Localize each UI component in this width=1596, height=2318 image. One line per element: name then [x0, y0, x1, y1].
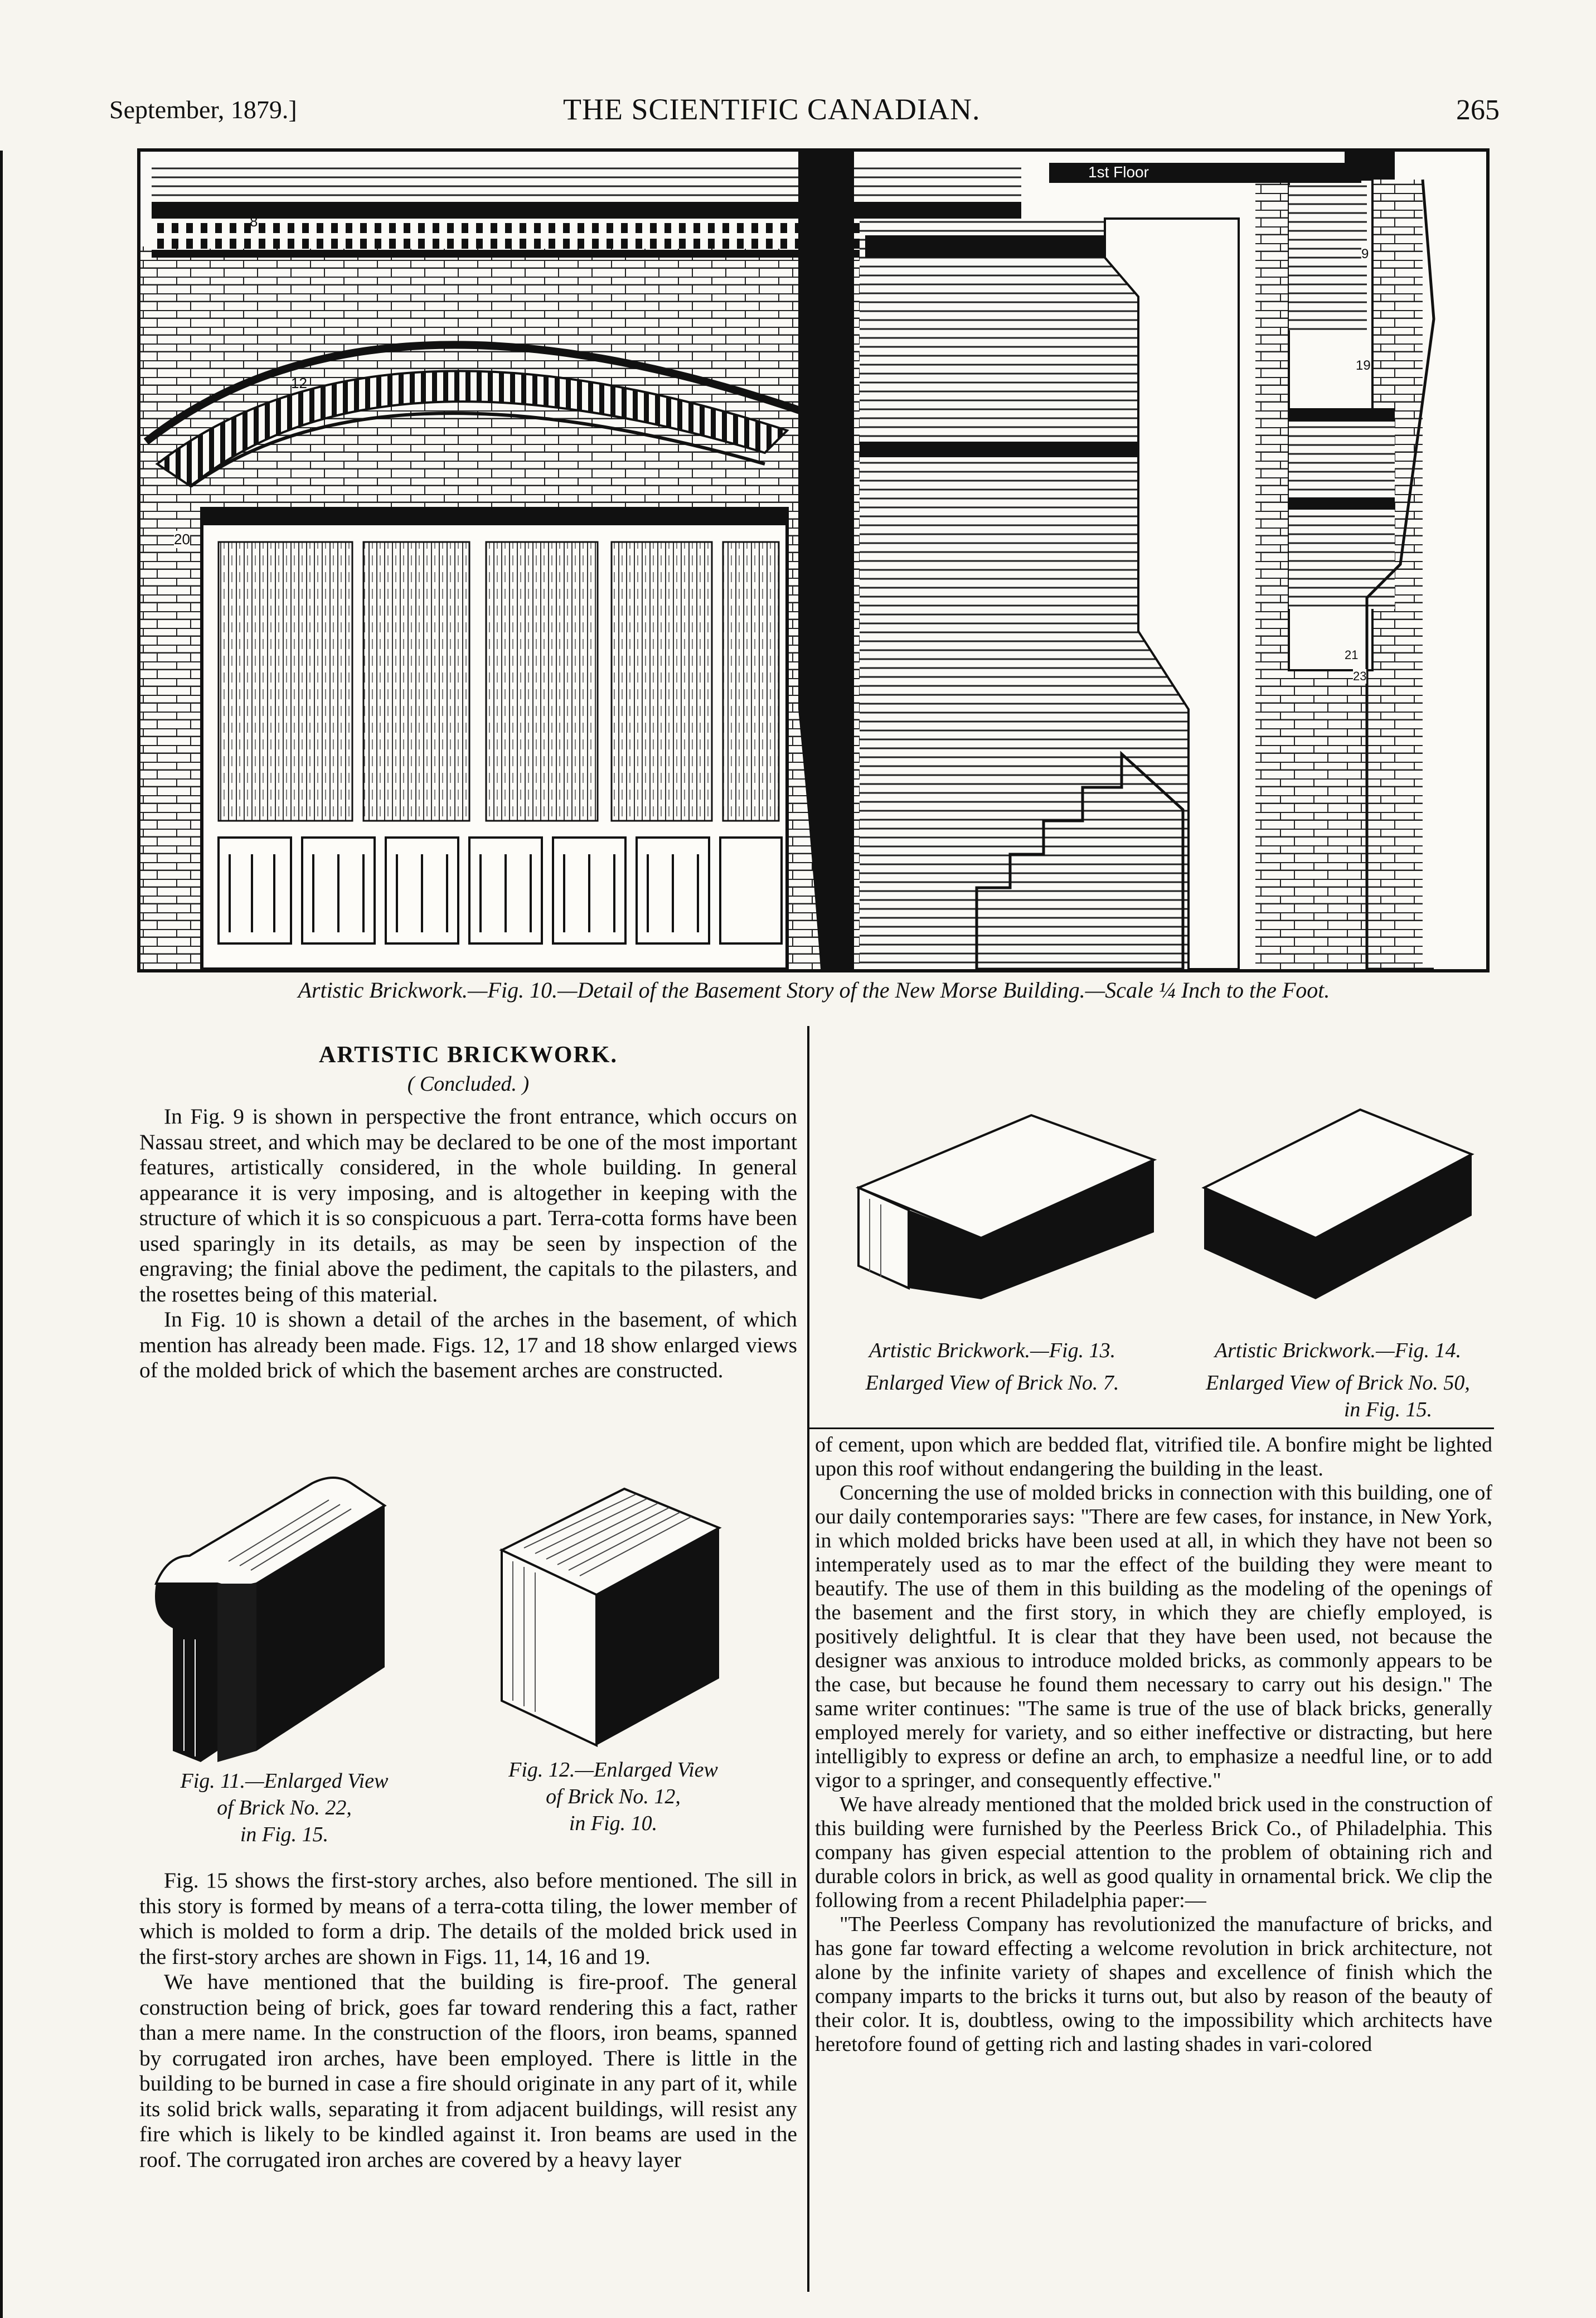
page-number: 265 [1456, 94, 1500, 126]
caption-line: Artistic Brickwork.—Fig. 14. [1214, 1339, 1462, 1362]
paragraph: Fig. 15 shows the first-story arches, also before mentioned. The sill in this story is formed by means of a terra-cotta tiling, the lower member of which is molded to form a drip. The details of the molded brick used in the first-story arches are shown in Figs. 11, 14, 16 and 19. [139, 1868, 797, 1969]
caption-line: of Brick No. 12, [546, 1785, 681, 1808]
figure-14-brick [1199, 1104, 1477, 1305]
left-column-text-1 [139, 1104, 797, 1383]
left-column-text-2 [139, 1868, 797, 2172]
caption-line: Fig. 12.—Enlarged View [508, 1758, 718, 1782]
figure-12-brick [491, 1483, 736, 1751]
figure-13-brick [853, 1110, 1165, 1299]
caption-line: Enlarged View of Brick No. 7. [865, 1371, 1119, 1395]
paragraph: We have already mentioned that the molded brick used in the construction of this building were furnished by the Peerless Brick Co., of Philadelphia. This company has given especial attention to the problem of obtaining rich and durable colors in brick, as well as good quality in ornamental brick. We clip the following from a recent Philadelphia paper:— [815, 1793, 1492, 1912]
plate-label-12: 12 [291, 375, 307, 391]
plate-label-21: 21 [1345, 648, 1359, 662]
right-column-text [815, 1433, 1492, 2056]
article-title: ARTISTIC BRICKWORK. [319, 1042, 618, 1068]
left-edge-rule [0, 151, 3, 2318]
caption-line: in Fig. 15. [1343, 1398, 1433, 1421]
plate-label-8: 8 [250, 213, 258, 230]
caption-line: in Fig. 10. [569, 1812, 658, 1835]
caption-line: Enlarged View of Brick No. 50, [1206, 1371, 1470, 1395]
caption-line: in Fig. 15. [240, 1823, 329, 1846]
article-subtitle: ( Concluded. ) [407, 1072, 530, 1096]
figure-14-caption [1165, 1337, 1511, 1423]
figure-12-caption [457, 1756, 769, 1837]
figure-10-plate [137, 148, 1490, 972]
figure-divider [807, 1427, 1494, 1429]
column-divider [807, 1026, 809, 2292]
caption-line: Artistic Brickwork.—Fig. 13. [869, 1339, 1116, 1362]
plate-label-9: 9 [1361, 246, 1369, 262]
terra-cotta-band [152, 162, 1021, 201]
paragraph: Concerning the use of molded bricks in connection with this building, one of our daily contemporaries says: "There are few cases, for instance, in New York, in which molded bricks have been used at all, in which they have not been so intemperately used as to mar the effect of the building they were meant to beautify. The use of them in this building as the modeling of the openings of the basement and the first story, in which they are chiefly employed, is positively delightful. It is clear that they have been used, not because the designer was anxious to introduce molded bricks, as commonly appears to be the case, but because he found them necessary to carry out his design." The same writer continues: "The same is true of the use of black bricks, generally employed merely for variety, and so either ineffective or distracting, but here intelligibly to express or define an arch, to emphasize a needful line, or to add vigor to a springer, and consequently effective." [815, 1481, 1492, 1792]
figure-11-caption [128, 1768, 440, 1848]
plate-label-20: 20 [174, 531, 190, 548]
paragraph: of cement, upon which are bedded flat, vitrified tile. A bonfire might be lighted upon this roof without endangering the building in the least. [815, 1433, 1492, 1480]
figure-11-brick [145, 1472, 424, 1768]
paragraph: "The Peerless Company has revolutionized the manufacture of bricks, and has gone far toward effecting a welcome revolution in brick architecture, not alone by the infinite variety of shapes and excellence of finish which the company imparts to the bricks it turns out, but also by reason of the beauty of their color. It is, doubtless, owing to the impossibility which architects have heretofore found of getting rich and lasting shades in vari-colored [815, 1913, 1492, 2056]
basement-elevation-drawing [140, 152, 1486, 969]
figure-13-caption [814, 1337, 1171, 1396]
caption-line: of Brick No. 22, [217, 1796, 352, 1819]
paragraph: We have mentioned that the building is fire-proof. The general construction being of brick, goes far toward rendering this a fact, rather than a mere name. In the construction of the floors, iron beams, spanned by corrugated iron arches, have been employed. There is little in the building to be burned in case a fire should originate in any part of it, while its solid brick walls, separating it from adjacent buildings, will resist any fire which is likely to be kindled against it. Iron beams are used in the roof. The corrugated iron arches are covered by a heavy layer [139, 1969, 797, 2172]
running-header-date: September, 1879.] [109, 95, 297, 124]
paragraph: In Fig. 10 is shown a detail of the arches in the basement, of which mention has already been made. Figs. 12, 17 and 18 show enlarged views of the molded brick of which the basement arches are constructed. [139, 1307, 797, 1382]
paragraph: In Fig. 9 is shown in perspective the front entrance, which occurs on Nassau street, and which may be declared to be one of the most important features, artistically considered, in the whole building. In general appearance it is very imposing, and is altogether in keeping with the structure of which it is so conspicuous a part. Terra-cotta forms have been used sparingly in its details, as may be seen by inspection of the engraving; the finial above the pediment, the capitals to the pilasters, and the rosettes being of this material. [139, 1104, 797, 1306]
plate-label-23: 23 [1353, 669, 1367, 683]
caption-line: Fig. 11.—Enlarged View [180, 1769, 389, 1793]
plate-label-19: 19 [1356, 358, 1371, 373]
plate-caption: Artistic Brickwork.—Fig. 10.—Detail of the Basement Story of the New Morse Building.—Scale ¼ Inch to the Foot. [298, 977, 1330, 1003]
running-header-journal: THE SCIENTIFIC CANADIAN. [563, 93, 981, 126]
label-1st-floor: 1st Floor [1088, 163, 1149, 181]
